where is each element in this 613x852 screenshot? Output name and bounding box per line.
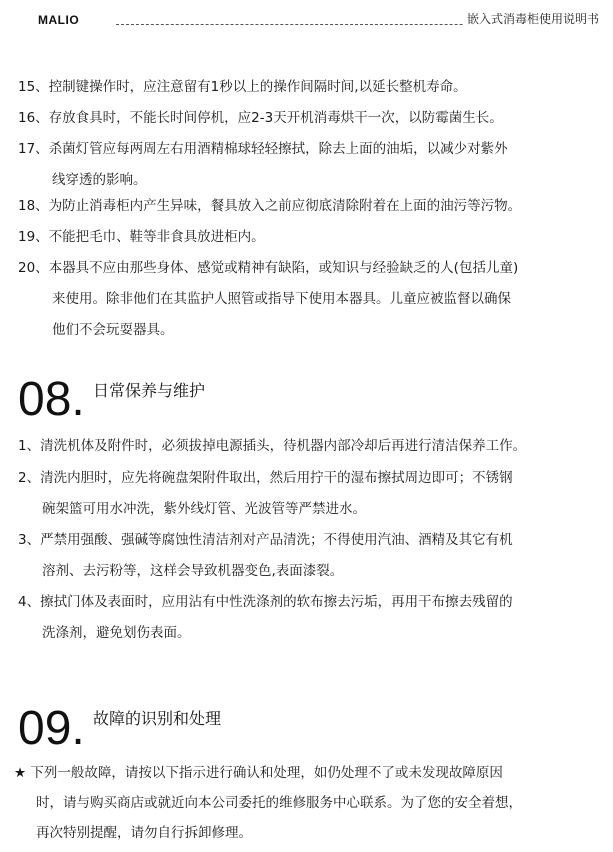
brand-logo: MALIO [38,13,80,27]
list-item: 2、清洗内胆时，应先将碗盘架附件取出，然后用拧干的湿布擦拭周边即可；不锈钢 碗架篮可用水冲洗，紫外线灯管、光波管等严禁进水。 [18,470,513,517]
page-header [0,0,613,40]
list-item: 1、清洗机体及附件时，必须拔掉电源插头，待机器内部冷却后再进行清洁保养工作。 [18,438,527,454]
star-icon: ★ [14,765,27,781]
section-number: 08. [18,373,85,426]
section-number: 09. [18,702,85,755]
list-item: 18、为防止消毒柜内产生异味，餐具放入之前应彻底清除附着在上面的油污等污物。 [18,198,522,214]
section-title: 日常保养与维护 [93,381,206,400]
notice-paragraph: ★ 下列一般故障，请按以下指示进行确认和处理，如仍处理不了或未发现故障原因 时，请与购买商店或就近向本公司委托的维修服务中心联系。为了您的安全着想， 再次特别提醒，请勿自行拆卸修理。 [14,765,522,841]
list-item: 17、杀菌灯管应每两周左右用酒精棉球轻轻擦拭，除去上面的油垢，以减少对紫外 线穿透的影响。 [18,141,508,188]
list-item: 20、本器具不应由那些身体、感觉或精神有缺陷，或知识与经验缺乏的人(包括儿童) 来使用。除非他们在其监护人照管或指导下使用本器具。儿童应被监督以确保 他们不会玩耍器具。 [18,260,519,338]
list-item: 3、严禁用强酸、强碱等腐蚀性清洁剂对产品清洗；不得使用汽油、酒精及其它有机 溶剂、去污粉等，这样会导致机器变色,表面漆裂。 [18,532,513,579]
list-item: 15、控制键操作时，应注意留有1秒以上的操作间隔时间,以延长整机寿命。 [18,79,467,95]
list-item: 16、存放食具时，不能长时间停机，应2-3天开机消毒烘干一次，以防霉菌生长。 [18,110,503,126]
list-item: 4、擦拭门体及表面时，应用沾有中性洗涤剂的软布擦去污垢，再用干布擦去残留的 洗涤剂，避免划伤表面。 [18,594,513,641]
document-title: 嵌入式消毒柜使用说明书 [463,10,599,27]
section-title: 故障的识别和处理 [93,709,222,728]
list-item: 19、不能把毛巾、鞋等非食具放进柜内。 [18,229,265,245]
